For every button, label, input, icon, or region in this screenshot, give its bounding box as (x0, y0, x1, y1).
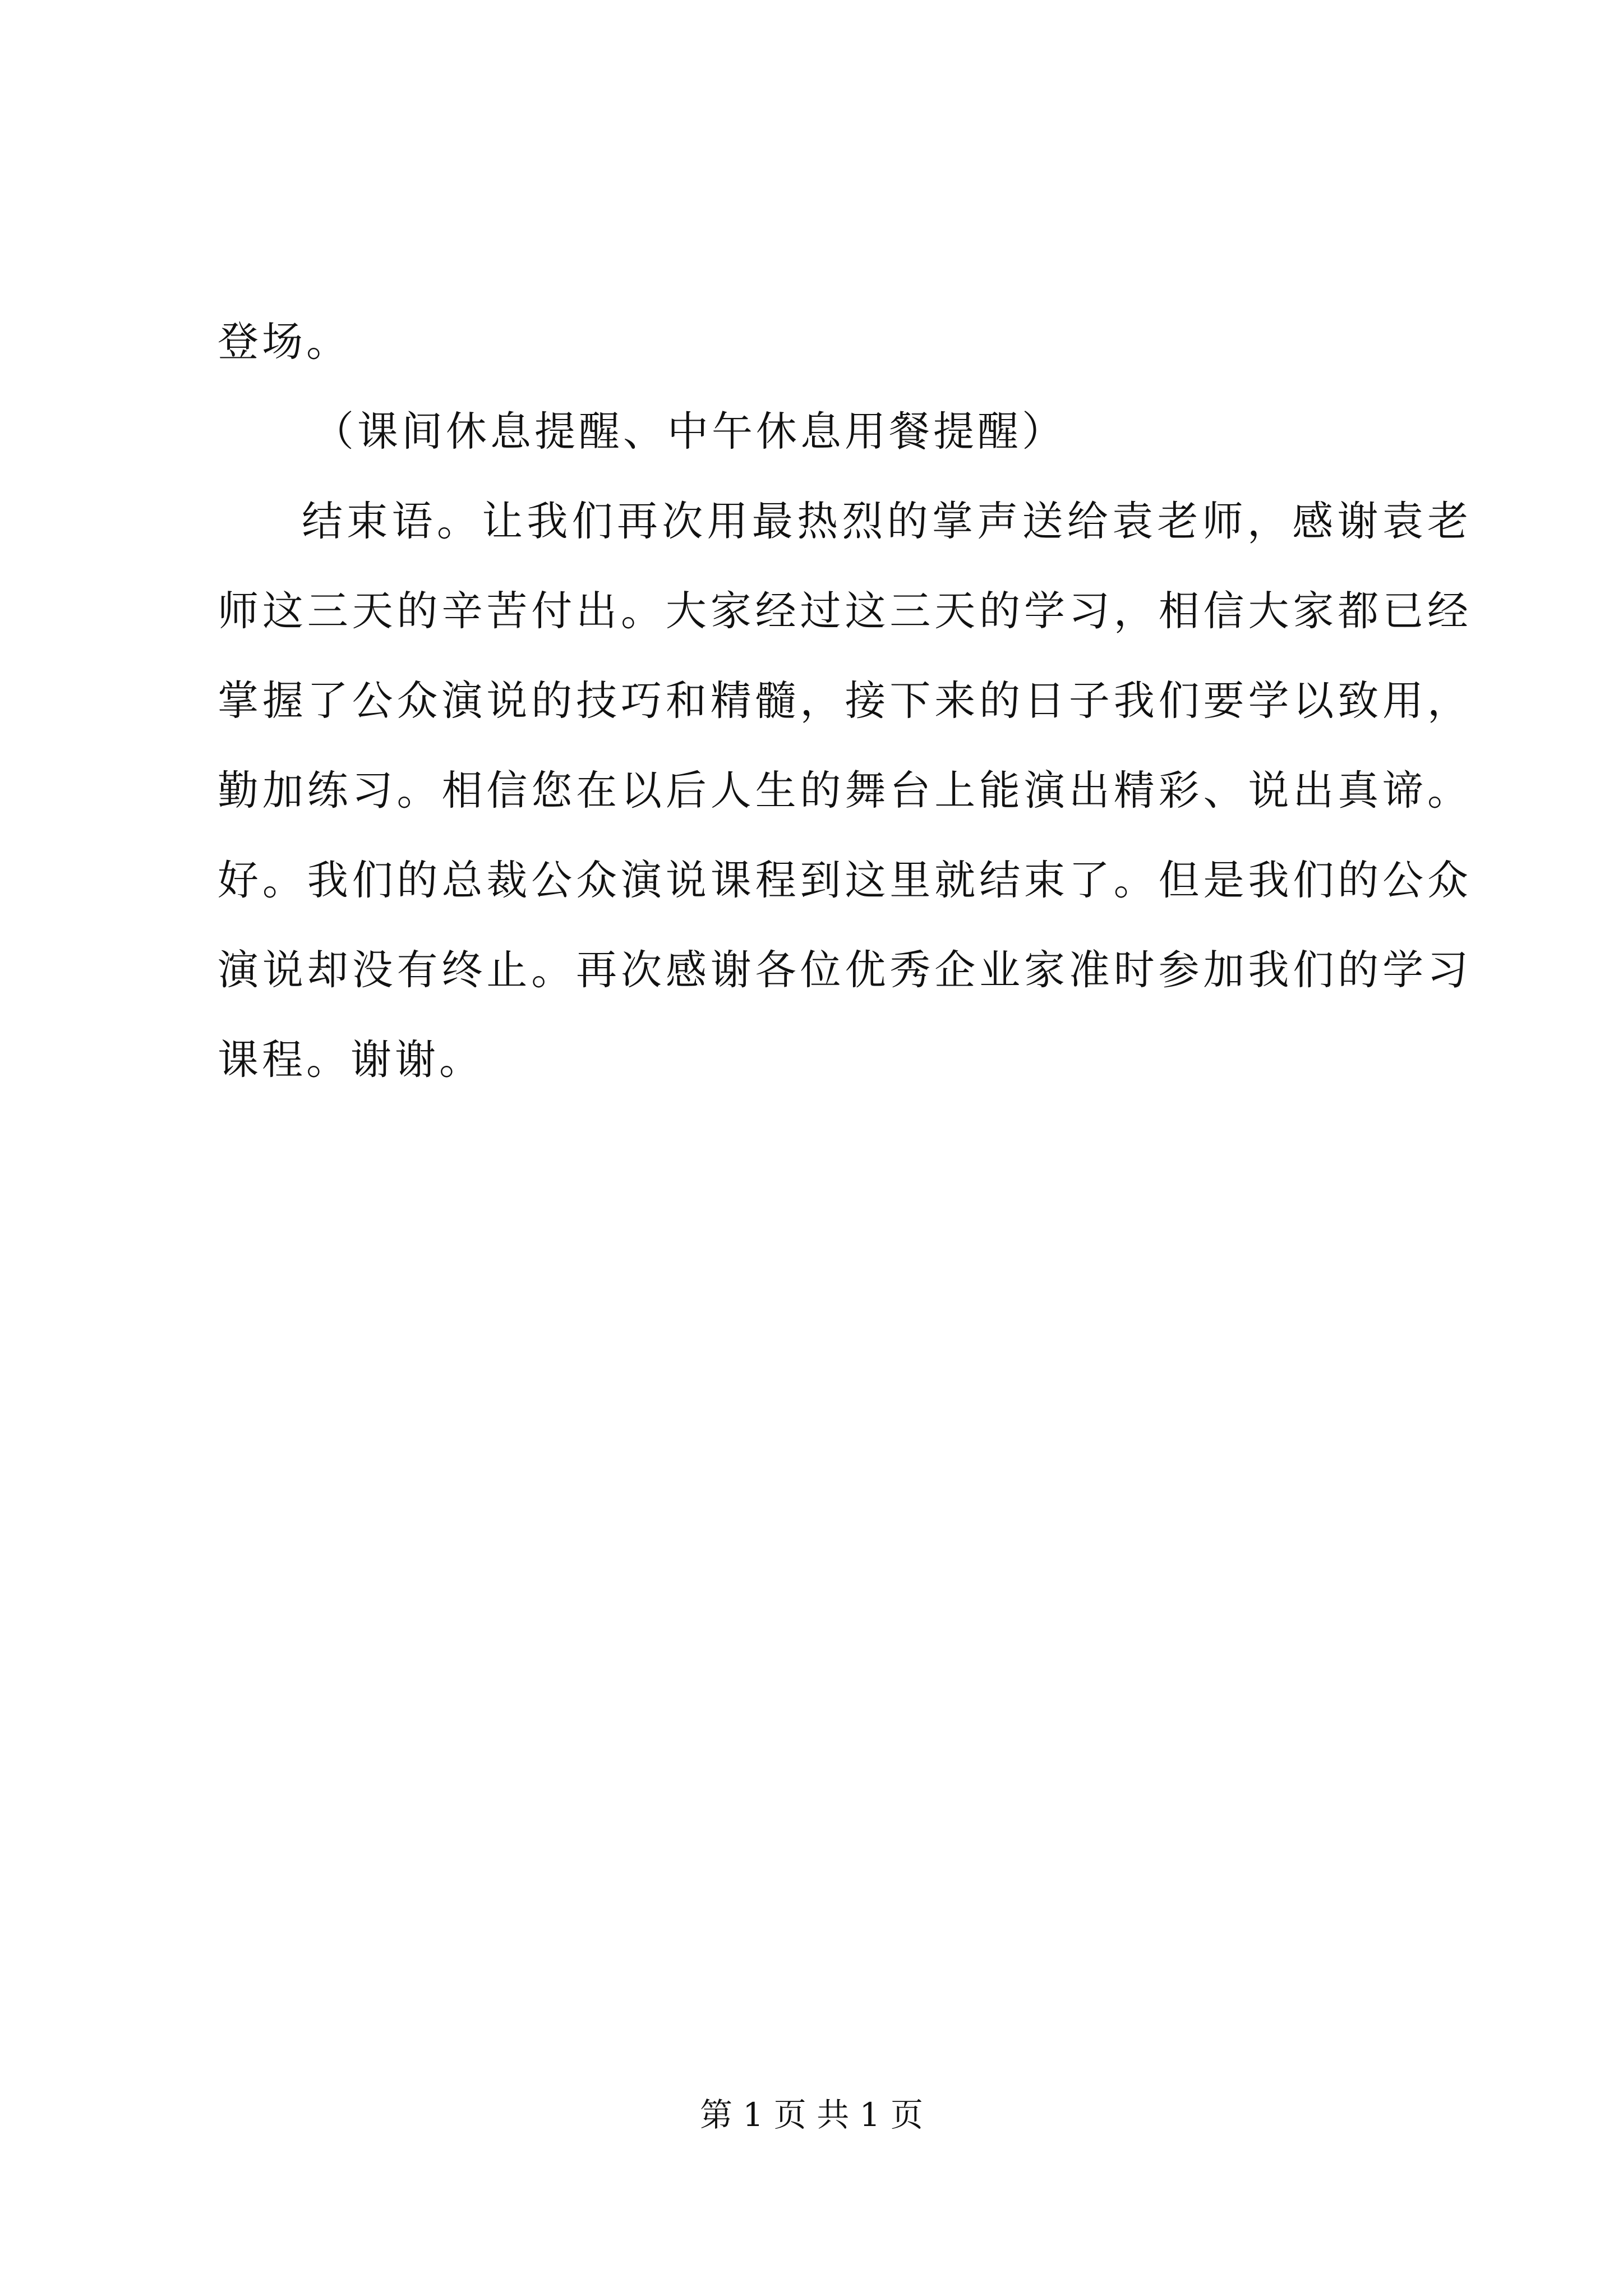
text-line-4: 师这三天的辛苦付出。大家经过这三天的学习，相信大家都已经 (218, 587, 1468, 635)
page-footer: 第 1 页 共 1 页 (700, 2096, 923, 2134)
document-body (218, 297, 1468, 1105)
text-line-8: 演说却没有终止。再次感谢各位优秀企业家准时参加我们的学习 (218, 946, 1468, 994)
text-line-2: （课间休息提醒、中午休息用餐提醒） (313, 408, 1066, 455)
text-line-3: 结束语。让我们再次用最热烈的掌声送给袁老师，感谢袁老 (302, 498, 1468, 545)
text-line-7: 好。我们的总裁公众演说课程到这里就结束了。但是我们的公众 (218, 857, 1468, 904)
text-line-5: 掌握了公众演说的技巧和精髓，接下来的日子我们要学以致用， (218, 677, 1468, 725)
text-line-9: 课程。谢谢。 (218, 1036, 483, 1084)
text-line-6: 勤加练习。相信您在以后人生的舞台上能演出精彩、说出真谛。 (218, 767, 1468, 815)
text-line-1: 登场。 (218, 318, 351, 366)
